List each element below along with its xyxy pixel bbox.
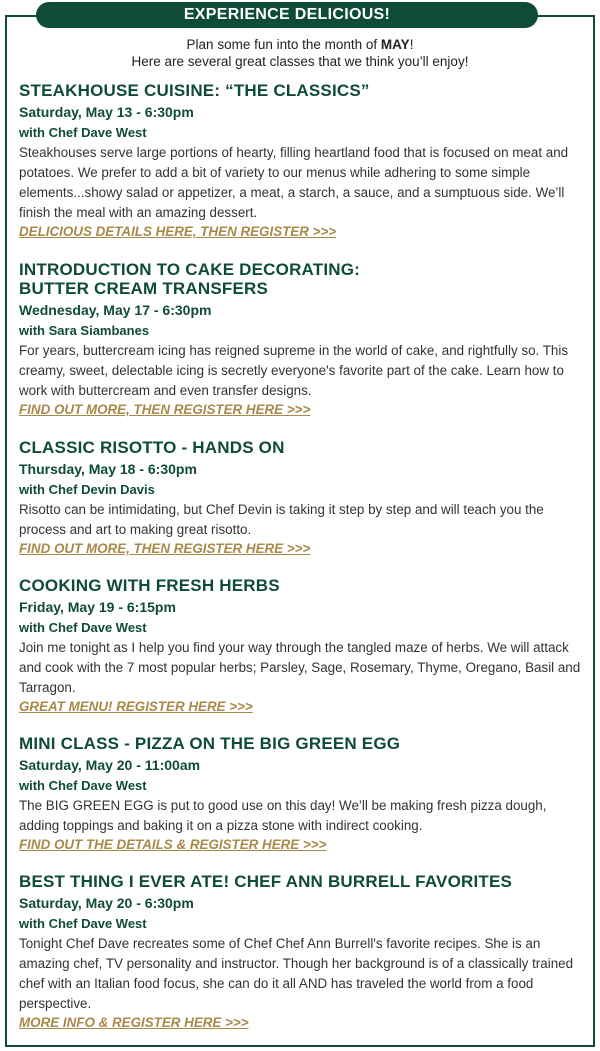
- event-title: INTRODUCTION TO CAKE DECORATING:: [19, 260, 361, 279]
- register-link[interactable]: DELICIOUS DETAILS HERE, THEN REGISTER >>>: [19, 224, 337, 239]
- event-date: Thursday, May 18 - 6:30pm: [19, 461, 197, 477]
- event-ann-burrell-favorites: [19, 872, 585, 1032]
- event-chef: with Chef Dave West: [19, 916, 147, 931]
- register-link[interactable]: GREAT MENU! REGISTER HERE >>>: [19, 699, 253, 714]
- event-title: CLASSIC RISOTTO - HANDS ON: [19, 438, 285, 457]
- section-banner: EXPERIENCE DELICIOUS!: [36, 2, 538, 28]
- event-chef: with Chef Dave West: [19, 125, 147, 140]
- event-description: Steakhouses serve large portions of hearty, filling heartland food that is focused on meat and potatoes. We prefer to add a bit of variety to our menus while adhering to some simple elements...showy salad or appetizer, a meat, a starch, a sauce, and a sumptuous side. We’ll finish the meal with an amazing dessert.: [19, 145, 569, 220]
- register-link[interactable]: FIND OUT THE DETAILS & REGISTER HERE >>>: [19, 837, 327, 852]
- event-description: Join me tonight as I help you find your way through the tangled maze of herbs. We will attack and cook with the 7 most popular herbs; Parsley, Sage, Rosemary, Thyme, Oregano, Basil and Tarragon.: [19, 640, 581, 695]
- event-date: Saturday, May 20 - 11:00am: [19, 757, 201, 773]
- intro-line-1: [0, 36, 600, 53]
- event-description: Tonight Chef Dave recreates some of Chef Chef Ann Burrell's favorite recipes. She is an amazing chef, TV personality and instructor. Though her background is of a classically trained chef with an Italian food focus, she can do it all AND has traveled the world from a food perspective.: [19, 936, 574, 1011]
- event-title: STEAKHOUSE CUISINE: “THE CLASSICS”: [19, 81, 370, 100]
- event-classic-risotto: [19, 438, 585, 558]
- event-date: Wednesday, May 17 - 6:30pm: [19, 302, 212, 318]
- intro-line-1-end: !: [409, 37, 414, 52]
- event-cake-decorating: [19, 260, 585, 419]
- event-title: COOKING WITH FRESH HERBS: [19, 576, 280, 595]
- event-chef: with Chef Dave West: [19, 778, 147, 793]
- event-title-line-2: BUTTER CREAM TRANSFERS: [19, 279, 269, 298]
- event-title: MINI CLASS - PIZZA ON THE BIG GREEN EGG: [19, 734, 401, 753]
- event-chef: with Chef Dave West: [19, 620, 147, 635]
- event-steakhouse-cuisine: [19, 81, 585, 241]
- intro-month: MAY: [380, 37, 410, 52]
- register-link[interactable]: FIND OUT MORE, THEN REGISTER HERE >>>: [19, 541, 311, 556]
- event-date: Saturday, May 13 - 6:30pm: [19, 104, 194, 120]
- register-link[interactable]: FIND OUT MORE, THEN REGISTER HERE >>>: [19, 402, 311, 417]
- event-date: Saturday, May 20 - 6:30pm: [19, 895, 194, 911]
- register-link[interactable]: MORE INFO & REGISTER HERE >>>: [19, 1015, 249, 1030]
- intro-text: [0, 36, 600, 70]
- event-chef: with Chef Devin Davis: [19, 482, 155, 497]
- event-fresh-herbs: [19, 576, 585, 716]
- event-description: Risotto can be intimidating, but Chef Devin is taking it step by step and will teach you the process and art to making great risotto.: [19, 502, 544, 537]
- event-pizza-big-green-egg: [19, 734, 585, 854]
- event-date: Friday, May 19 - 6:15pm: [19, 599, 176, 615]
- event-description: For years, buttercream icing has reigned supreme in the world of cake, and rightfully so. This creamy, sweet, delectable icing is secretly everyone's favorite part of the cake. Learn how to work with buttercream and even transfer designs.: [19, 343, 569, 398]
- event-description: The BIG GREEN EGG is put to good use on this day! We’ll be making fresh pizza dough, adding toppings and baking it on a pizza stone with indirect cooking.: [19, 798, 547, 833]
- intro-line-2: Here are several great classes that we think you’ll enjoy!: [131, 54, 469, 69]
- event-title: BEST THING I EVER ATE! CHEF ANN BURRELL FAVORITES: [19, 872, 513, 891]
- intro-line-1-text: Plan some fun into the month of: [186, 37, 381, 52]
- event-chef: with Sara Siambanes: [19, 323, 150, 338]
